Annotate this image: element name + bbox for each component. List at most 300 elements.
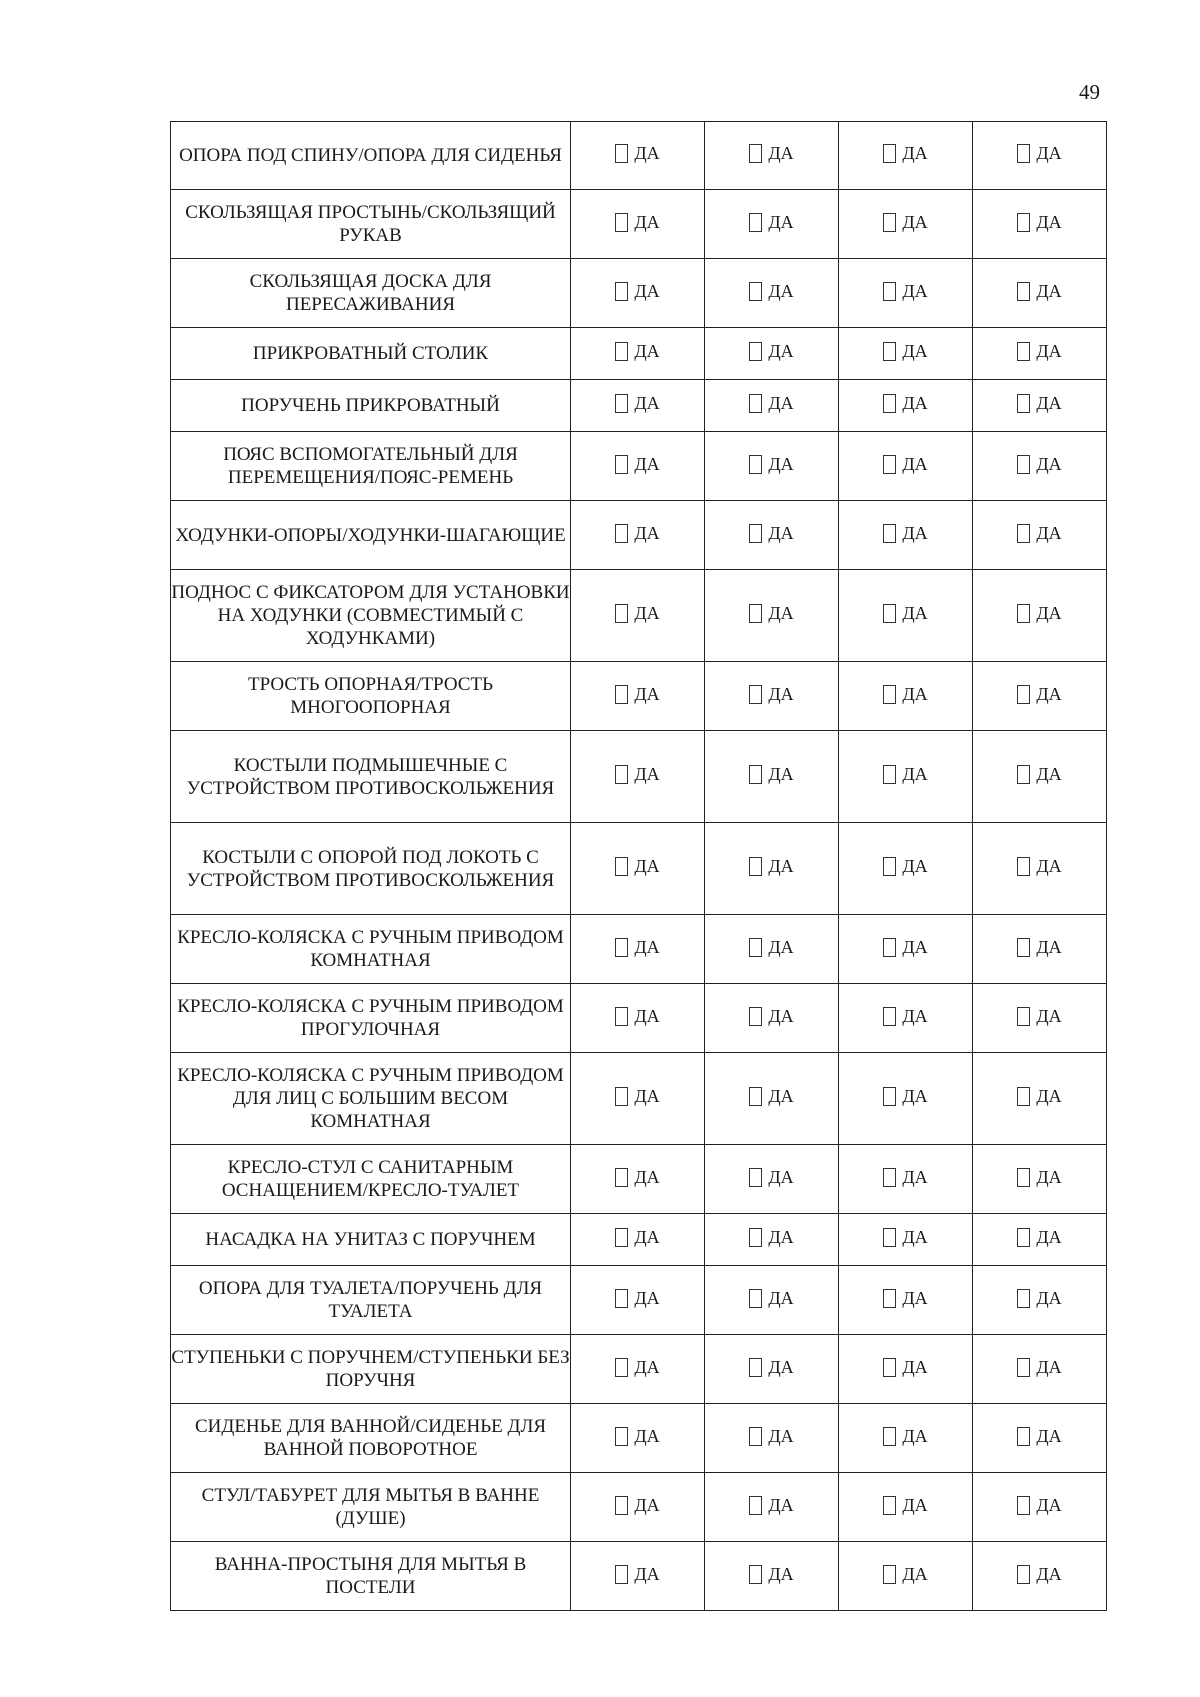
yes-option[interactable] [615,454,659,475]
yes-label: ДА [1036,341,1062,361]
table-row [171,823,1107,915]
option-cell-3 [839,432,973,501]
checkbox-icon[interactable] [1017,1007,1030,1026]
yes-label: ДА [768,453,794,474]
yes-option[interactable] [883,1227,927,1248]
yes-option[interactable] [1017,764,1061,785]
option-cell-1 [571,380,705,432]
option-cell-2 [705,1473,839,1542]
option-cell-2 [705,915,839,984]
yes-option[interactable] [1017,212,1061,233]
checkbox-icon[interactable] [749,455,762,474]
checkbox-icon[interactable] [749,1168,762,1187]
table-row [171,432,1107,501]
yes-option[interactable] [883,1006,927,1027]
option-cell-3 [839,501,973,570]
table-row [171,380,1107,432]
yes-label: ДА [634,1356,660,1377]
yes-label: ДА [902,1166,928,1187]
yes-label: ДА [768,143,794,163]
option-cell-1 [571,1145,705,1214]
yes-label: ДА [768,1287,794,1308]
yes-option[interactable] [749,937,793,958]
yes-option[interactable] [749,1426,793,1447]
yes-label: ДА [1036,936,1062,957]
yes-option[interactable] [883,393,927,414]
option-cell-1 [571,731,705,823]
yes-option[interactable] [749,1006,793,1027]
yes-option[interactable] [749,523,793,544]
yes-option[interactable] [883,684,927,705]
yes-option[interactable] [615,1006,659,1027]
yes-label: ДА [634,211,660,232]
option-cell-4 [973,1404,1107,1473]
yes-option[interactable] [615,1357,659,1378]
yes-option[interactable] [749,1495,793,1516]
yes-option[interactable] [883,523,927,544]
yes-label: ДА [768,683,794,704]
yes-label: ДА [1036,683,1062,704]
device-name: СТУЛ/ТАБУРЕТ ДЛЯ МЫТЬЯ В ВАННЕ (ДУШЕ) [171,1473,571,1542]
yes-label: ДА [634,453,660,474]
checkbox-icon[interactable] [615,857,628,876]
checkbox-icon[interactable] [883,1289,896,1308]
checkbox-icon[interactable] [749,394,762,413]
yes-label: ДА [902,280,928,301]
option-cell-3 [839,190,973,259]
yes-option[interactable] [749,603,793,624]
checkbox-icon[interactable] [1017,394,1030,413]
yes-option[interactable] [1017,341,1061,362]
yes-label: ДА [1036,856,1062,876]
yes-option[interactable] [615,856,659,877]
yes-option[interactable] [1017,684,1061,705]
option-cell-4 [973,432,1107,501]
checkbox-icon[interactable] [883,455,896,474]
checkbox-icon[interactable] [615,1565,628,1584]
option-cell-1 [571,984,705,1053]
yes-option[interactable] [749,281,793,302]
checkbox-icon[interactable] [615,524,628,543]
checkbox-icon[interactable] [1017,1087,1030,1106]
yes-option[interactable] [1017,856,1061,877]
option-cell-1 [571,1335,705,1404]
option-cell-4 [973,1266,1107,1335]
checkbox-icon[interactable] [1017,1358,1030,1377]
checkbox-icon[interactable] [615,213,628,232]
assistive-devices-table [170,121,1107,1611]
checkbox-icon[interactable] [1017,1228,1030,1247]
yes-label: ДА [1036,1356,1062,1377]
yes-option[interactable] [749,1288,793,1309]
checkbox-icon[interactable] [1017,1496,1030,1515]
yes-option[interactable] [883,937,927,958]
yes-option[interactable] [749,1564,793,1585]
yes-option[interactable] [1017,1564,1061,1585]
option-cell-3 [839,1145,973,1214]
checkbox-icon[interactable] [883,282,896,301]
yes-option[interactable] [749,341,793,362]
yes-option[interactable] [749,212,793,233]
yes-option[interactable] [1017,281,1061,302]
yes-option[interactable] [749,1086,793,1107]
yes-label: ДА [634,393,660,413]
option-cell-3 [839,328,973,380]
yes-label: ДА [634,936,660,957]
yes-label: ДА [1036,1563,1062,1584]
yes-label: ДА [902,1563,928,1584]
checkbox-icon[interactable] [749,1087,762,1106]
yes-option[interactable] [615,393,659,414]
option-cell-1 [571,190,705,259]
yes-option[interactable] [883,1086,927,1107]
option-cell-1 [571,662,705,731]
yes-option[interactable] [1017,393,1061,414]
checkbox-icon[interactable] [615,394,628,413]
checkbox-icon[interactable] [1017,144,1030,163]
yes-label: ДА [768,1086,794,1106]
yes-option[interactable] [883,341,927,362]
checkbox-icon[interactable] [749,604,762,623]
checkbox-icon[interactable] [749,342,762,361]
device-name: НАСАДКА НА УНИТАЗ С ПОРУЧНЕМ [171,1214,571,1266]
yes-option[interactable] [883,856,927,877]
checkbox-icon[interactable] [1017,938,1030,957]
option-cell-1 [571,1214,705,1266]
yes-label: ДА [902,143,928,163]
checkbox-icon[interactable] [1017,282,1030,301]
checkbox-icon[interactable] [883,938,896,957]
yes-option[interactable] [1017,1227,1061,1248]
yes-label: ДА [634,522,660,543]
table-row [171,1214,1107,1266]
yes-option[interactable] [1017,1167,1061,1188]
yes-label: ДА [1036,1005,1062,1026]
device-name: ВАННА-ПРОСТЫНЯ ДЛЯ МЫТЬЯ В ПОСТЕЛИ [171,1542,571,1611]
yes-option[interactable] [749,856,793,877]
yes-label: ДА [768,522,794,543]
yes-label: ДА [634,856,660,876]
checkbox-icon[interactable] [1017,604,1030,623]
option-cell-4 [973,731,1107,823]
checkbox-icon[interactable] [1017,685,1030,704]
yes-option[interactable] [883,1288,927,1309]
option-cell-2 [705,984,839,1053]
checkbox-icon[interactable] [883,342,896,361]
checkbox-icon[interactable] [883,144,896,163]
checkbox-icon[interactable] [883,857,896,876]
yes-label: ДА [634,1425,660,1446]
yes-label: ДА [1036,1227,1062,1247]
yes-option[interactable] [1017,1006,1061,1027]
yes-label: ДА [902,936,928,957]
option-cell-1 [571,328,705,380]
checkbox-icon[interactable] [615,765,628,784]
yes-option[interactable] [883,143,927,164]
checkbox-icon[interactable] [749,282,762,301]
yes-label: ДА [902,522,928,543]
checkbox-icon[interactable] [749,857,762,876]
checkbox-icon[interactable] [749,765,762,784]
table-row [171,1053,1107,1145]
yes-label: ДА [634,1494,660,1515]
yes-option[interactable] [749,764,793,785]
yes-option[interactable] [1017,937,1061,958]
yes-option[interactable] [1017,1288,1061,1309]
checkbox-icon[interactable] [883,1168,896,1187]
checkbox-icon[interactable] [1017,213,1030,232]
yes-option[interactable] [749,684,793,705]
yes-option[interactable] [749,454,793,475]
option-cell-1 [571,122,705,190]
checkbox-icon[interactable] [883,604,896,623]
yes-label: ДА [1036,522,1062,543]
checkbox-icon[interactable] [749,1565,762,1584]
yes-option[interactable] [749,1227,793,1248]
device-name: КРЕСЛО-КОЛЯСКА С РУЧНЫМ ПРИВОДОМ ДЛЯ ЛИЦ С БОЛЬШИМ ВЕСОМ КОМНАТНАЯ [171,1053,571,1145]
checkbox-icon[interactable] [615,342,628,361]
yes-label: ДА [634,143,660,163]
checkbox-icon[interactable] [615,604,628,623]
table-row [171,1145,1107,1214]
yes-option[interactable] [615,1495,659,1516]
checkbox-icon[interactable] [749,685,762,704]
checkbox-icon[interactable] [883,394,896,413]
yes-label: ДА [634,1227,660,1247]
option-cell-2 [705,501,839,570]
yes-option[interactable] [1017,523,1061,544]
checkbox-icon[interactable] [615,1289,628,1308]
checkbox-icon[interactable] [883,1565,896,1584]
checkbox-icon[interactable] [1017,1289,1030,1308]
yes-option[interactable] [749,1167,793,1188]
option-cell-4 [973,570,1107,662]
checkbox-icon[interactable] [1017,1168,1030,1187]
yes-label: ДА [634,683,660,704]
checkbox-icon[interactable] [615,1496,628,1515]
option-cell-2 [705,1214,839,1266]
yes-label: ДА [768,1563,794,1584]
option-cell-2 [705,823,839,915]
checkbox-icon[interactable] [883,1228,896,1247]
option-cell-3 [839,259,973,328]
checkbox-icon[interactable] [883,524,896,543]
option-cell-4 [973,1473,1107,1542]
yes-label: ДА [634,1166,660,1187]
table-row [171,1335,1107,1404]
yes-option[interactable] [615,1227,659,1248]
yes-option[interactable] [615,764,659,785]
checkbox-icon[interactable] [615,938,628,957]
option-cell-3 [839,1473,973,1542]
yes-label: ДА [1036,143,1062,163]
yes-label: ДА [634,603,660,623]
option-cell-4 [973,662,1107,731]
yes-option[interactable] [883,1357,927,1378]
yes-label: ДА [768,764,794,784]
option-cell-3 [839,984,973,1053]
device-name: КОСТЫЛИ С ОПОРОЙ ПОД ЛОКОТЬ С УСТРОЙСТВОМ ПРОТИВОСКОЛЬЖЕНИЯ [171,823,571,915]
checkbox-icon[interactable] [615,1007,628,1026]
table-row [171,501,1107,570]
checkbox-icon[interactable] [1017,1565,1030,1584]
yes-option[interactable] [749,1357,793,1378]
option-cell-4 [973,1335,1107,1404]
device-name: СКОЛЬЗЯЩАЯ ПРОСТЫНЬ/СКОЛЬЗЯЩИЙ РУКАВ [171,190,571,259]
checkbox-icon[interactable] [749,524,762,543]
yes-label: ДА [768,393,794,413]
checkbox-icon[interactable] [883,685,896,704]
device-name: ПРИКРОВАТНЫЙ СТОЛИК [171,328,571,380]
checkbox-icon[interactable] [749,1358,762,1377]
yes-option[interactable] [883,603,927,624]
yes-label: ДА [902,856,928,876]
table-body [171,122,1107,1611]
yes-option[interactable] [883,281,927,302]
checkbox-icon[interactable] [749,144,762,163]
yes-option[interactable] [615,143,659,164]
checkbox-icon[interactable] [615,282,628,301]
checkbox-icon[interactable] [1017,857,1030,876]
option-cell-2 [705,1404,839,1473]
yes-label: ДА [634,341,660,361]
option-cell-1 [571,501,705,570]
checkbox-icon[interactable] [749,1228,762,1247]
yes-label: ДА [902,1356,928,1377]
checkbox-icon[interactable] [615,1358,628,1377]
yes-option[interactable] [615,341,659,362]
checkbox-icon[interactable] [1017,342,1030,361]
option-cell-4 [973,823,1107,915]
yes-option[interactable] [883,1495,927,1516]
yes-option[interactable] [883,1564,927,1585]
option-cell-2 [705,432,839,501]
yes-option[interactable] [749,143,793,164]
yes-label: ДА [902,211,928,232]
checkbox-icon[interactable] [883,1496,896,1515]
yes-option[interactable] [1017,1357,1061,1378]
yes-option[interactable] [615,1426,659,1447]
yes-label: ДА [902,603,928,623]
option-cell-4 [973,122,1107,190]
yes-option[interactable] [883,212,927,233]
checkbox-icon[interactable] [615,1228,628,1247]
yes-option[interactable] [615,1288,659,1309]
option-cell-4 [973,1214,1107,1266]
yes-label: ДА [902,453,928,474]
yes-option[interactable] [615,937,659,958]
checkbox-icon[interactable] [749,938,762,957]
yes-option[interactable] [1017,603,1061,624]
yes-option[interactable] [615,523,659,544]
yes-label: ДА [902,393,928,413]
checkbox-icon[interactable] [883,1087,896,1106]
yes-option[interactable] [883,454,927,475]
option-cell-3 [839,380,973,432]
option-cell-3 [839,570,973,662]
yes-option[interactable] [1017,1426,1061,1447]
yes-label: ДА [1036,280,1062,301]
checkbox-icon[interactable] [749,213,762,232]
checkbox-icon[interactable] [615,1427,628,1446]
yes-option[interactable] [749,393,793,414]
yes-label: ДА [768,1425,794,1446]
yes-option[interactable] [615,603,659,624]
checkbox-icon[interactable] [883,765,896,784]
checkbox-icon[interactable] [1017,455,1030,474]
yes-option[interactable] [615,684,659,705]
device-name: ПОЯС ВСПОМОГАТЕЛЬНЫЙ ДЛЯ ПЕРЕМЕЩЕНИЯ/ПОЯС-РЕМЕНЬ [171,432,571,501]
yes-label: ДА [902,1005,928,1026]
checkbox-icon[interactable] [749,1007,762,1026]
checkbox-icon[interactable] [615,1168,628,1187]
device-name: КРЕСЛО-КОЛЯСКА С РУЧНЫМ ПРИВОДОМ КОМНАТНАЯ [171,915,571,984]
checkbox-icon[interactable] [615,1087,628,1106]
checkbox-icon[interactable] [615,144,628,163]
checkbox-icon[interactable] [749,1289,762,1308]
option-cell-4 [973,1145,1107,1214]
yes-option[interactable] [883,1167,927,1188]
yes-label: ДА [902,683,928,704]
checkbox-icon[interactable] [749,1496,762,1515]
table-row [171,915,1107,984]
checkbox-icon[interactable] [615,685,628,704]
yes-label: ДА [1036,1166,1062,1187]
yes-label: ДА [902,764,928,784]
option-cell-3 [839,1053,973,1145]
yes-option[interactable] [615,281,659,302]
checkbox-icon[interactable] [883,1007,896,1026]
checkbox-icon[interactable] [1017,1427,1030,1446]
yes-label: ДА [768,280,794,301]
yes-option[interactable] [1017,1495,1061,1516]
yes-option[interactable] [1017,1086,1061,1107]
table-row [171,1542,1107,1611]
checkbox-icon[interactable] [883,213,896,232]
yes-option[interactable] [883,764,927,785]
yes-label: ДА [902,1425,928,1446]
yes-label: ДА [902,1494,928,1515]
yes-option[interactable] [615,1564,659,1585]
checkbox-icon[interactable] [883,1427,896,1446]
option-cell-2 [705,1335,839,1404]
option-cell-1 [571,1542,705,1611]
option-cell-2 [705,328,839,380]
option-cell-2 [705,570,839,662]
yes-option[interactable] [1017,143,1061,164]
checkbox-icon[interactable] [883,1358,896,1377]
yes-label: ДА [1036,1086,1062,1106]
checkbox-icon[interactable] [1017,524,1030,543]
option-cell-2 [705,731,839,823]
option-cell-4 [973,984,1107,1053]
yes-option[interactable] [883,1426,927,1447]
checkbox-icon[interactable] [1017,765,1030,784]
device-name: КРЕСЛО-КОЛЯСКА С РУЧНЫМ ПРИВОДОМ ПРОГУЛОЧНАЯ [171,984,571,1053]
checkbox-icon[interactable] [615,455,628,474]
option-cell-4 [973,259,1107,328]
page-number: 49 [1079,80,1100,104]
option-cell-4 [973,1542,1107,1611]
option-cell-2 [705,1053,839,1145]
yes-option[interactable] [615,212,659,233]
yes-label: ДА [1036,453,1062,474]
yes-option[interactable] [615,1086,659,1107]
option-cell-4 [973,328,1107,380]
checkbox-icon[interactable] [749,1427,762,1446]
yes-option[interactable] [615,1167,659,1188]
yes-option[interactable] [1017,454,1061,475]
